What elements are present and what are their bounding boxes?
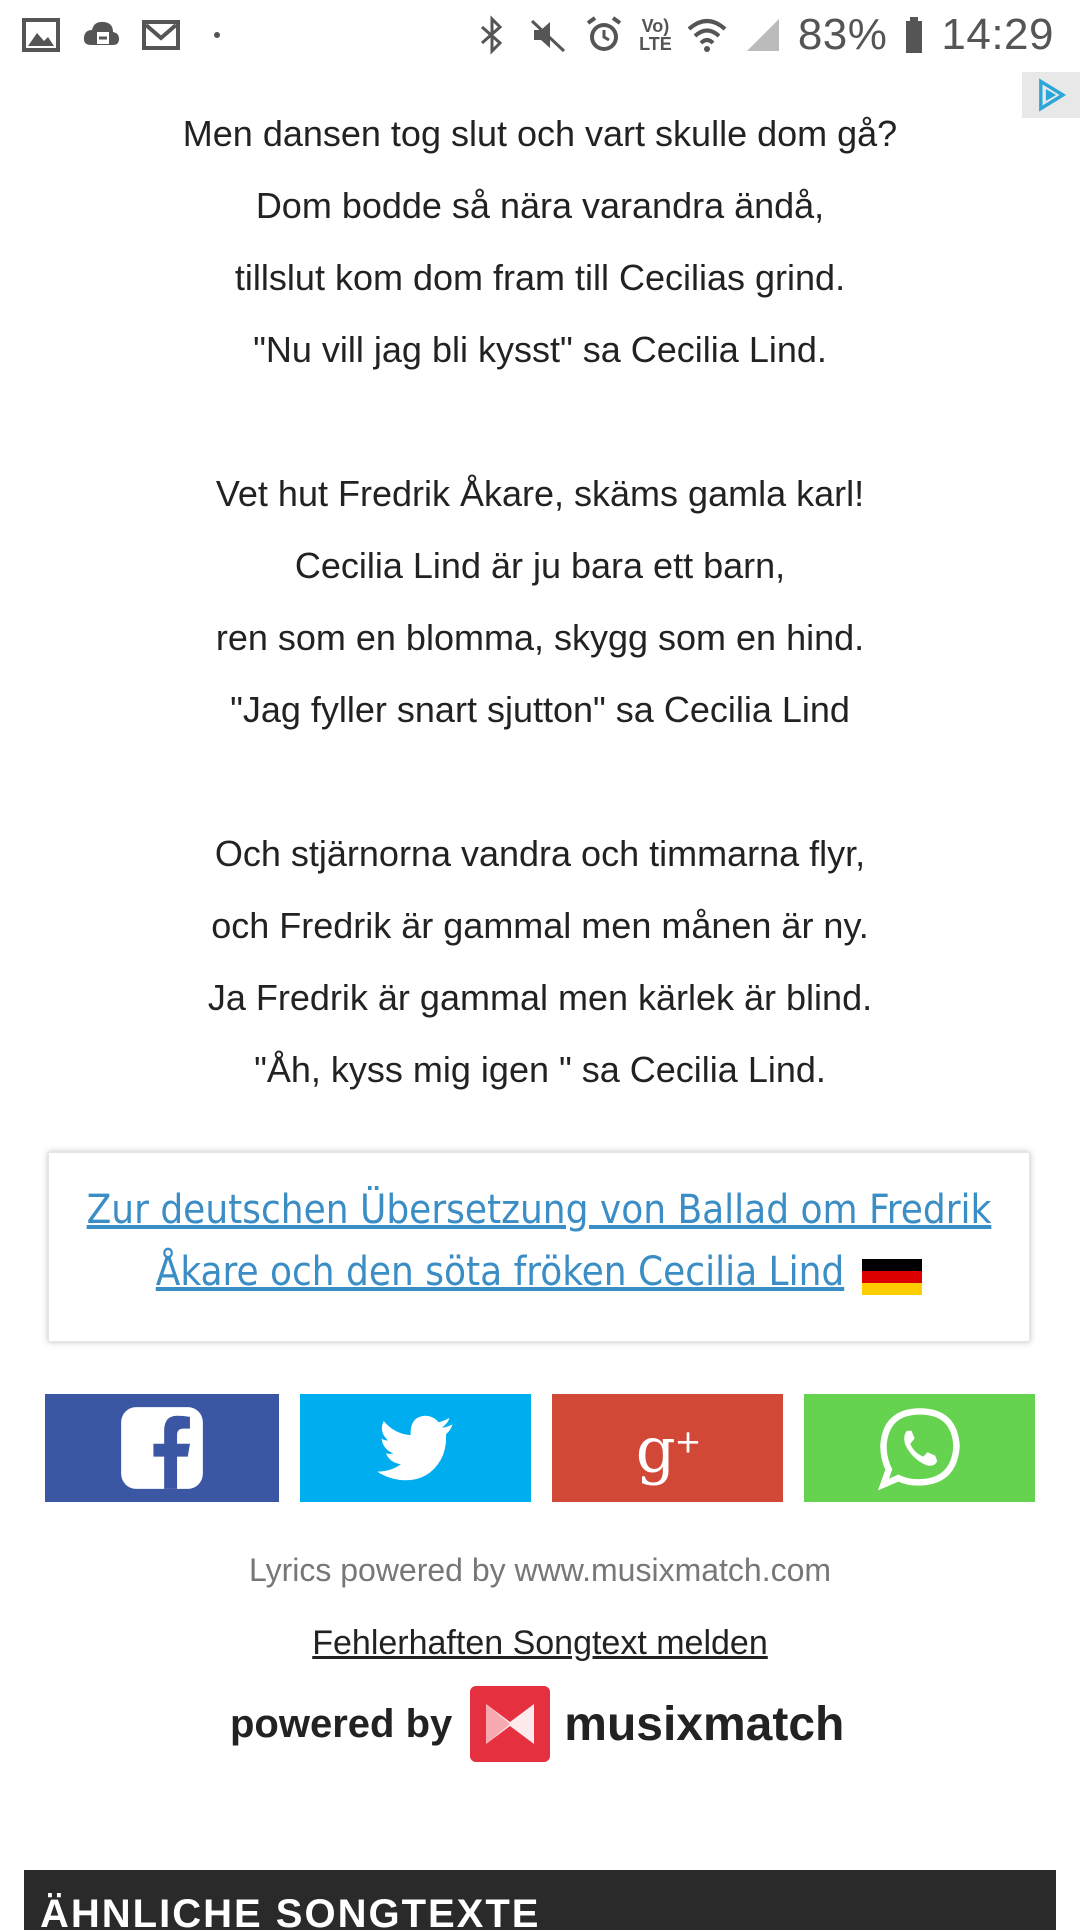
lyrics-line: Vet hut Fredrik Åkare, skäms gamla karl! xyxy=(215,473,865,514)
facebook-icon xyxy=(119,1405,205,1491)
translation-box xyxy=(48,1152,1030,1342)
twitter-icon xyxy=(373,1405,459,1491)
svg-text:+: + xyxy=(673,1422,701,1461)
battery-icon xyxy=(901,14,927,56)
notification-icons xyxy=(20,14,220,56)
german-flag-icon xyxy=(862,1259,922,1295)
lyrics-body xyxy=(0,98,1080,1178)
similar-lyrics-header xyxy=(24,1870,1056,1930)
twitter-share-button[interactable] xyxy=(300,1394,531,1502)
report-lyrics-link[interactable]: Fehlerhaften Songtext melden xyxy=(312,1624,768,1662)
gallery-icon xyxy=(20,14,62,56)
lyrics-stanza xyxy=(0,458,1080,746)
mute-icon xyxy=(527,14,569,56)
musixmatch-logo-icon xyxy=(470,1686,550,1762)
mail-icon xyxy=(140,14,182,56)
battery-percent: 83% xyxy=(797,10,888,59)
facebook-share-button[interactable] xyxy=(45,1394,279,1502)
lyrics-line: Och stjärnorna vandra och timmarna flyr, xyxy=(214,833,866,874)
translation-link[interactable]: Åkare och den söta fröken Cecilia Lind xyxy=(155,1249,845,1295)
lyrics-line: "Nu vill jag bli kysst" sa Cecilia Lind. xyxy=(253,329,827,370)
whatsapp-icon xyxy=(877,1405,963,1491)
clock: 14:29 xyxy=(941,10,1054,59)
cloud-sync-icon xyxy=(80,14,122,56)
signal-icon xyxy=(742,14,784,56)
googleplus-icon xyxy=(625,1405,711,1491)
volte-icon: Vo) LTE xyxy=(639,16,672,54)
lyrics-line: tillslut kom dom fram till Cecilias grind. xyxy=(234,257,846,298)
whatsapp-share-button[interactable] xyxy=(804,1394,1035,1502)
alarm-icon xyxy=(583,14,625,56)
lyrics-stanza xyxy=(0,98,1080,386)
powered-by-label: powered by xyxy=(230,1701,453,1746)
dot-icon xyxy=(214,32,220,38)
status-bar xyxy=(0,0,1080,72)
lyrics-credit: Lyrics powered by www.musixmatch.com xyxy=(248,1552,832,1588)
lyrics-line: Men dansen tog slut och vart skulle dom gå? xyxy=(182,113,898,154)
musixmatch-brand: musixmatch xyxy=(564,1697,845,1751)
translation-link[interactable]: Zur deutschen Übersetzung von Ballad om Fredrik xyxy=(86,1187,992,1233)
lyrics-line: "Åh, kyss mig igen " sa Cecilia Lind. xyxy=(254,1049,826,1090)
section-title: ÄHNLICHE SONGTEXTE xyxy=(40,1892,541,1930)
system-icons xyxy=(471,10,1054,60)
lyrics-line: Dom bodde så nära varandra ändå, xyxy=(255,185,825,226)
musixmatch-badge[interactable] xyxy=(230,1686,844,1762)
lyrics-line: "Jag fyller snart sjutton" sa Cecilia Lind xyxy=(230,689,850,730)
lyrics-line: och Fredrik är gammal men månen är ny. xyxy=(211,905,869,946)
lyrics-stanza xyxy=(0,818,1080,1106)
googleplus-share-button[interactable] xyxy=(552,1394,783,1502)
svg-text:g: g xyxy=(635,1413,676,1487)
lyrics-line: ren som en blomma, skygg som en hind. xyxy=(215,617,865,658)
wifi-icon xyxy=(686,14,728,56)
bluetooth-icon xyxy=(471,14,513,56)
lyrics-line: Cecilia Lind är ju bara ett barn, xyxy=(294,545,786,586)
lyrics-line: Ja Fredrik är gammal men kärlek är blind. xyxy=(207,977,873,1018)
